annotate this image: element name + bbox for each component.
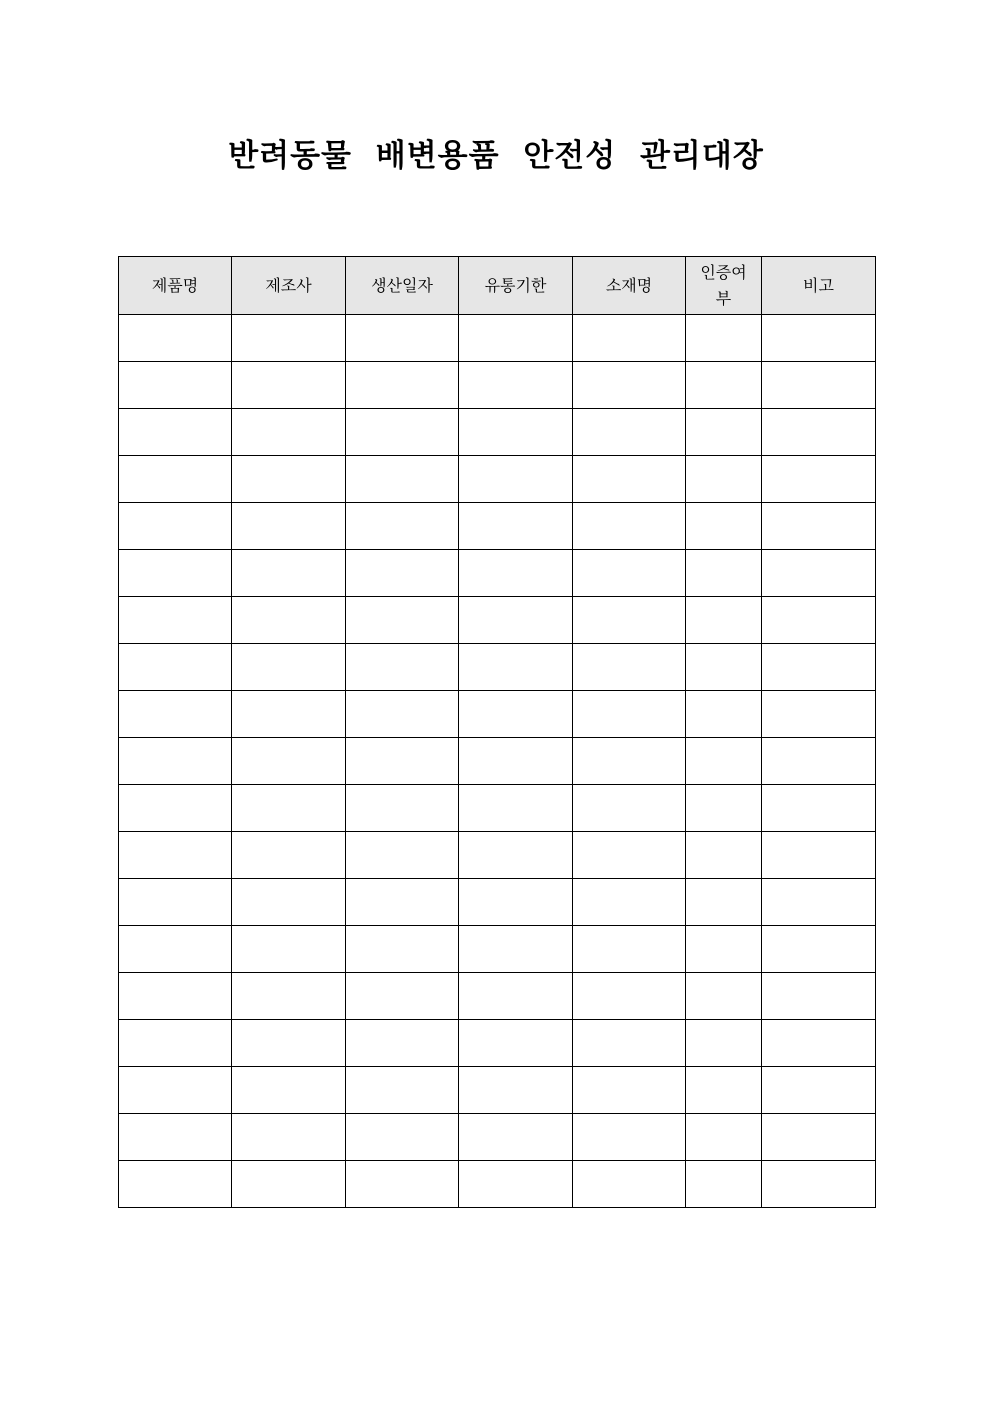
cell-certification-status[interactable]: [686, 1020, 762, 1067]
cell-production-date[interactable]: [346, 550, 459, 597]
cell-remarks[interactable]: [762, 503, 876, 550]
cell-production-date[interactable]: [346, 597, 459, 644]
cell-manufacturer[interactable]: [232, 926, 346, 973]
cell-product-name[interactable]: [119, 550, 232, 597]
cell-manufacturer[interactable]: [232, 362, 346, 409]
cell-manufacturer[interactable]: [232, 1067, 346, 1114]
cell-material-name[interactable]: [573, 738, 686, 785]
header-certification-status: 인증여부: [686, 257, 762, 315]
cell-certification-status[interactable]: [686, 1161, 762, 1208]
cell-remarks[interactable]: [762, 879, 876, 926]
cell-material-name[interactable]: [573, 503, 686, 550]
table-row: [119, 315, 876, 362]
table-row: [119, 973, 876, 1020]
cell-certification-status[interactable]: [686, 1067, 762, 1114]
table-row: [119, 879, 876, 926]
cell-manufacturer[interactable]: [232, 832, 346, 879]
cell-expiration-date[interactable]: [459, 1161, 573, 1208]
cell-remarks[interactable]: [762, 738, 876, 785]
cell-manufacturer[interactable]: [232, 1020, 346, 1067]
table-row: [119, 691, 876, 738]
cell-expiration-date[interactable]: [459, 409, 573, 456]
cell-product-name[interactable]: [119, 362, 232, 409]
cell-expiration-date[interactable]: [459, 973, 573, 1020]
table-row: [119, 926, 876, 973]
table-row: [119, 644, 876, 691]
cell-material-name[interactable]: [573, 1067, 686, 1114]
cell-product-name[interactable]: [119, 1067, 232, 1114]
cell-manufacturer[interactable]: [232, 597, 346, 644]
cell-certification-status[interactable]: [686, 456, 762, 503]
cell-product-name[interactable]: [119, 597, 232, 644]
cell-expiration-date[interactable]: [459, 503, 573, 550]
cell-material-name[interactable]: [573, 597, 686, 644]
table-row: [119, 832, 876, 879]
cell-production-date[interactable]: [346, 1020, 459, 1067]
cell-expiration-date[interactable]: [459, 738, 573, 785]
cell-remarks[interactable]: [762, 1067, 876, 1114]
cell-material-name[interactable]: [573, 926, 686, 973]
cell-manufacturer[interactable]: [232, 738, 346, 785]
cell-product-name[interactable]: [119, 644, 232, 691]
cell-production-date[interactable]: [346, 1161, 459, 1208]
table-row: [119, 738, 876, 785]
cell-product-name[interactable]: [119, 738, 232, 785]
cell-product-name[interactable]: [119, 879, 232, 926]
cell-material-name[interactable]: [573, 550, 686, 597]
cell-certification-status[interactable]: [686, 644, 762, 691]
header-material-name: 소재명: [573, 257, 686, 315]
cell-product-name[interactable]: [119, 785, 232, 832]
cell-manufacturer[interactable]: [232, 456, 346, 503]
header-remarks: 비고: [762, 257, 876, 315]
cell-production-date[interactable]: [346, 1067, 459, 1114]
cell-expiration-date[interactable]: [459, 879, 573, 926]
cell-expiration-date[interactable]: [459, 456, 573, 503]
cell-production-date[interactable]: [346, 832, 459, 879]
cell-expiration-date[interactable]: [459, 691, 573, 738]
cell-product-name[interactable]: [119, 315, 232, 362]
cell-remarks[interactable]: [762, 644, 876, 691]
table-row: [119, 1161, 876, 1208]
cell-certification-status[interactable]: [686, 738, 762, 785]
table-row: [119, 597, 876, 644]
cell-product-name[interactable]: [119, 691, 232, 738]
cell-expiration-date[interactable]: [459, 315, 573, 362]
cell-product-name[interactable]: [119, 456, 232, 503]
cell-material-name[interactable]: [573, 879, 686, 926]
cell-product-name[interactable]: [119, 1114, 232, 1161]
cell-certification-status[interactable]: [686, 315, 762, 362]
cell-material-name[interactable]: [573, 785, 686, 832]
cell-manufacturer[interactable]: [232, 644, 346, 691]
header-manufacturer: 제조사: [232, 257, 346, 315]
table-row: [119, 785, 876, 832]
cell-remarks[interactable]: [762, 973, 876, 1020]
cell-certification-status[interactable]: [686, 362, 762, 409]
cell-remarks[interactable]: [762, 1114, 876, 1161]
cell-manufacturer[interactable]: [232, 691, 346, 738]
cell-certification-status[interactable]: [686, 409, 762, 456]
cell-material-name[interactable]: [573, 973, 686, 1020]
cell-expiration-date[interactable]: [459, 832, 573, 879]
table-row: [119, 1114, 876, 1161]
cell-manufacturer[interactable]: [232, 409, 346, 456]
cell-manufacturer[interactable]: [232, 1114, 346, 1161]
management-ledger-table: [118, 256, 876, 1208]
cell-material-name[interactable]: [573, 362, 686, 409]
cell-material-name[interactable]: [573, 1114, 686, 1161]
cell-remarks[interactable]: [762, 456, 876, 503]
cell-product-name[interactable]: [119, 973, 232, 1020]
cell-manufacturer[interactable]: [232, 785, 346, 832]
table-body: [119, 315, 876, 1208]
cell-manufacturer[interactable]: [232, 879, 346, 926]
table-row: [119, 409, 876, 456]
cell-production-date[interactable]: [346, 456, 459, 503]
cell-expiration-date[interactable]: [459, 597, 573, 644]
cell-product-name[interactable]: [119, 832, 232, 879]
document-title: 반려동물 배변용품 안전성 관리대장: [228, 138, 764, 174]
cell-material-name[interactable]: [573, 315, 686, 362]
cell-production-date[interactable]: [346, 926, 459, 973]
cell-certification-status[interactable]: [686, 550, 762, 597]
cell-production-date[interactable]: [346, 691, 459, 738]
cell-production-date[interactable]: [346, 738, 459, 785]
cell-remarks[interactable]: [762, 362, 876, 409]
cell-certification-status[interactable]: [686, 973, 762, 1020]
cell-production-date[interactable]: [346, 503, 459, 550]
cell-certification-status[interactable]: [686, 879, 762, 926]
cell-material-name[interactable]: [573, 832, 686, 879]
table-row: [119, 1067, 876, 1114]
cell-remarks[interactable]: [762, 597, 876, 644]
table-row: [119, 456, 876, 503]
cell-product-name[interactable]: [119, 1161, 232, 1208]
cell-certification-status[interactable]: [686, 1114, 762, 1161]
cell-material-name[interactable]: [573, 1161, 686, 1208]
cell-certification-status[interactable]: [686, 597, 762, 644]
cell-remarks[interactable]: [762, 315, 876, 362]
cell-production-date[interactable]: [346, 973, 459, 1020]
header-production-date: 생산일자: [346, 257, 459, 315]
cell-remarks[interactable]: [762, 691, 876, 738]
cell-certification-status[interactable]: [686, 785, 762, 832]
table-row: [119, 503, 876, 550]
cell-product-name[interactable]: [119, 1020, 232, 1067]
cell-material-name[interactable]: [573, 409, 686, 456]
cell-certification-status[interactable]: [686, 832, 762, 879]
cell-expiration-date[interactable]: [459, 1020, 573, 1067]
cell-remarks[interactable]: [762, 550, 876, 597]
cell-remarks[interactable]: [762, 1020, 876, 1067]
cell-product-name[interactable]: [119, 409, 232, 456]
cell-product-name[interactable]: [119, 503, 232, 550]
cell-material-name[interactable]: [573, 1020, 686, 1067]
cell-expiration-date[interactable]: [459, 550, 573, 597]
cell-expiration-date[interactable]: [459, 1067, 573, 1114]
table-row: [119, 362, 876, 409]
cell-production-date[interactable]: [346, 409, 459, 456]
cell-material-name[interactable]: [573, 456, 686, 503]
cell-certification-status[interactable]: [686, 691, 762, 738]
cell-certification-status[interactable]: [686, 503, 762, 550]
cell-remarks[interactable]: [762, 832, 876, 879]
cell-remarks[interactable]: [762, 926, 876, 973]
cell-material-name[interactable]: [573, 644, 686, 691]
cell-manufacturer[interactable]: [232, 315, 346, 362]
cell-manufacturer[interactable]: [232, 1161, 346, 1208]
cell-product-name[interactable]: [119, 926, 232, 973]
header-row: [119, 257, 876, 315]
cell-production-date[interactable]: [346, 785, 459, 832]
cell-production-date[interactable]: [346, 879, 459, 926]
table-row: [119, 1020, 876, 1067]
cell-remarks[interactable]: [762, 1161, 876, 1208]
cell-expiration-date[interactable]: [459, 926, 573, 973]
cell-expiration-date[interactable]: [459, 1114, 573, 1161]
header-expiration-date: 유통기한: [459, 257, 573, 315]
cell-production-date[interactable]: [346, 1114, 459, 1161]
table-row: [119, 550, 876, 597]
cell-manufacturer[interactable]: [232, 503, 346, 550]
cell-remarks[interactable]: [762, 409, 876, 456]
cell-production-date[interactable]: [346, 362, 459, 409]
cell-manufacturer[interactable]: [232, 973, 346, 1020]
cell-material-name[interactable]: [573, 691, 686, 738]
cell-remarks[interactable]: [762, 785, 876, 832]
cell-certification-status[interactable]: [686, 926, 762, 973]
cell-manufacturer[interactable]: [232, 550, 346, 597]
header-product-name: 제품명: [119, 257, 232, 315]
cell-production-date[interactable]: [346, 644, 459, 691]
cell-production-date[interactable]: [346, 315, 459, 362]
cell-expiration-date[interactable]: [459, 785, 573, 832]
cell-expiration-date[interactable]: [459, 362, 573, 409]
cell-expiration-date[interactable]: [459, 644, 573, 691]
